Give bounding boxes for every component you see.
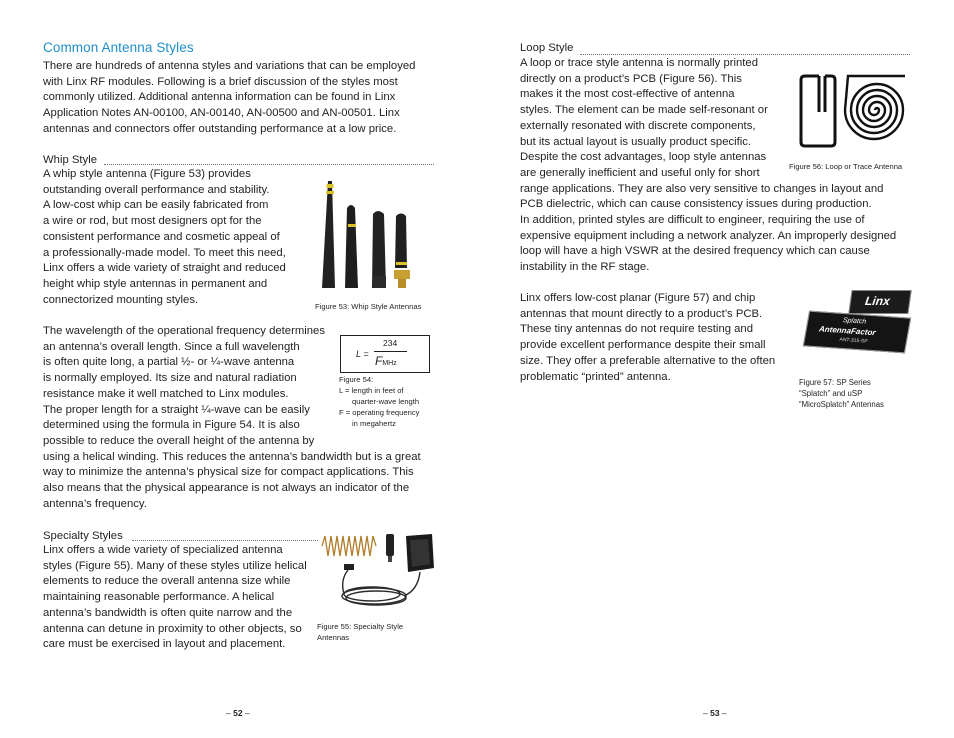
text-line: care must be exercised in layout and placement. — [43, 638, 286, 651]
section-divider — [580, 54, 910, 55]
text-line: provide excellent performance despite their small — [520, 339, 766, 352]
text-line: externally resonated with discrete components, — [520, 119, 756, 132]
text-line: are generally inefficient and useful only for short — [520, 166, 760, 179]
caption-line: L = length in feet of — [339, 386, 404, 395]
page-number-prefix: – — [226, 708, 234, 718]
microsplatch-chip — [848, 290, 911, 314]
text-line: The proper length for a straight ¼-wave can be easily — [43, 403, 310, 416]
text-line: with Linx RF modules. Following is a brief discussion of the styles most — [43, 75, 398, 88]
text-line: There are hundreds of antenna styles and variations that can be employed — [43, 60, 416, 72]
caption-line: quarter-wave length — [352, 397, 420, 406]
text-line: Despite the cost advantages, loop style antennas — [520, 151, 767, 164]
text-line: a wire or rod, but most designers opt for the — [43, 215, 262, 228]
formula-numerator: 234 — [383, 338, 398, 348]
text-line: styles (Figure 55). Many of these styles utilize helical — [43, 559, 307, 572]
text-line: is often quite long, a partial ½- or ¼-wave antenna — [43, 356, 295, 369]
text-line: Application Notes AN-00100, AN-00140, AN-00500 and AN-00501. Linx — [43, 107, 400, 120]
page-number-value: 53 — [710, 708, 720, 718]
text-line: These tiny antennas do not require testing and — [520, 323, 753, 336]
text-line: antennas that mount directly to a product’s PCB. — [520, 307, 763, 320]
caption-line: Antennas — [317, 633, 350, 642]
page-number-prefix: – — [703, 708, 711, 718]
text-line: also means that the physical appearance is not always an indicator of the — [43, 482, 410, 495]
text-line: range applications. They are also very sensitive to changes in layout and — [520, 182, 884, 195]
text-line: Linx offers a wide variety of specialized antenna — [43, 544, 283, 556]
page-number-value: 52 — [233, 708, 243, 718]
figure-55-caption — [317, 621, 403, 643]
chip-series-label: Splatch — [842, 317, 867, 326]
page-number — [703, 708, 727, 718]
caption-line: Figure 54: — [339, 375, 374, 384]
caption-line: “MicroSplatch” Antennas — [799, 400, 884, 409]
formula-lhs: L = — [356, 349, 369, 359]
caption-line: Figure 57: SP Series — [799, 378, 871, 387]
text-line: outstanding overall performance and stability. — [43, 183, 270, 196]
text-line: is normally employed. Its size and natural radiation — [43, 372, 297, 385]
text-line: Linx offers a wide variety of straight and reduced — [43, 262, 286, 275]
text-line: an antenna’s overall length. Since a full wavelength — [43, 340, 300, 353]
text-line: The wavelength of the operational frequency determines — [43, 325, 325, 337]
fraction-bar — [374, 351, 407, 352]
text-line: size. They offer a preferable alternative to the often — [520, 354, 776, 367]
page-number-suffix: – — [719, 708, 727, 718]
text-line: resistance make it well matched to Linx modules. — [43, 387, 289, 400]
text-line: A whip style antenna (Figure 53) provides — [43, 168, 251, 180]
text-line: makes it the most cost-effective of antenna — [520, 88, 735, 101]
page-number — [226, 708, 250, 718]
text-line: consistent performance and cosmetic appeal of — [43, 230, 280, 243]
chip-brand-label: AntennaFactor — [818, 324, 877, 338]
formula-denominator-main: F — [375, 354, 383, 368]
caption-line: F = operating frequency — [339, 408, 420, 417]
text-line: using a helical winding. This reduces the antenna’s bandwidth but is a great — [43, 450, 421, 463]
text-line: connectorized mounting styles. — [43, 293, 199, 306]
caption-line: Figure 55: Specialty Style — [317, 622, 404, 631]
formula-denominator-sub: MHz — [382, 360, 397, 367]
specialty-paragraph — [43, 543, 307, 653]
text-line: Linx offers low-cost planar (Figure 57) and chip — [520, 292, 756, 304]
text-line: commonly utilized. Additional antenna information can be found in Linx — [43, 91, 396, 104]
whip-style-title: Whip Style — [43, 154, 97, 166]
chip-part-label: ANT-315-SP — [838, 336, 869, 345]
figure-53-caption: Figure 53: Whip Style Antennas — [315, 302, 422, 311]
text-line: determined using the formula in Figure 54. It is also — [43, 419, 300, 432]
loop-style-title: Loop Style — [520, 42, 574, 54]
figure-54-caption — [339, 374, 419, 429]
specialty-styles-title: Specialty Styles — [43, 530, 123, 542]
text-line: instability in the RF stage. — [520, 261, 650, 274]
splatch-chip — [803, 311, 911, 354]
page-number-suffix: – — [242, 708, 250, 718]
whip-antennas-figure — [312, 176, 422, 292]
text-line: styles. The element can be made self-resonant or — [520, 104, 768, 117]
text-line: directly on a product’s PCB (Figure 56). This — [520, 72, 742, 85]
section-divider — [132, 540, 318, 541]
section-divider — [104, 164, 434, 165]
text-line: A loop or trace style antenna is normally printed — [520, 57, 758, 69]
figure-57-caption — [799, 377, 884, 410]
text-line: antennas and connectors offer outstanding performance at a low price. — [43, 122, 397, 135]
text-line: expensive equipment including a network analyzer. An improperly designed — [520, 229, 897, 242]
loop-trace-antenna-figure — [797, 66, 913, 152]
chip-paragraph — [520, 291, 775, 385]
text-line: a professionally-made model. To meet this need, — [43, 246, 286, 259]
specialty-antennas-figure — [318, 530, 436, 616]
text-line: elements to reduce the overall antenna size while — [43, 575, 291, 588]
text-line: loop will have a high VSWR at the desired frequency which can cause — [520, 245, 870, 258]
text-line: antenna can detune in proximity to other objects, so — [43, 622, 302, 635]
caption-line: in megahertz — [352, 419, 396, 428]
chip-brand-label: Linx — [864, 294, 891, 308]
formula-box — [340, 335, 430, 373]
intro-paragraph — [43, 59, 415, 138]
text-line: height whip style antennas in permanent and — [43, 277, 268, 290]
text-line: PCB dielectric, which can cause consistency issues during production. — [520, 198, 872, 211]
text-line: In addition, printed styles are difficult to engineer, requiring the use of — [520, 214, 865, 227]
text-line: but its actual layout is usually product specific. — [520, 135, 752, 148]
caption-line: “Splatch” and uSP — [799, 389, 863, 398]
right-page — [477, 0, 954, 738]
text-line: problematic “printed” antenna. — [520, 370, 671, 383]
splatch-antennas-figure — [802, 288, 914, 360]
formula-denominator — [375, 354, 397, 368]
text-line: antenna’s bandwidth is often quite narrow and the — [43, 606, 293, 619]
text-line: maintaining reasonable performance. A helical — [43, 591, 275, 604]
text-line: possible to reduce the overall height of the antenna by — [43, 434, 315, 447]
figure-56-caption: Figure 56: Loop or Trace Antenna — [789, 162, 903, 171]
text-line: antenna’s frequency. — [43, 497, 147, 510]
text-line: way to minimize the antenna’s physical size for compact applications. This — [43, 466, 414, 479]
whip-paragraph-1 — [43, 167, 286, 308]
section-heading: Common Antenna Styles — [43, 40, 194, 55]
text-line: A low-cost whip can be easily fabricated from — [43, 199, 269, 212]
